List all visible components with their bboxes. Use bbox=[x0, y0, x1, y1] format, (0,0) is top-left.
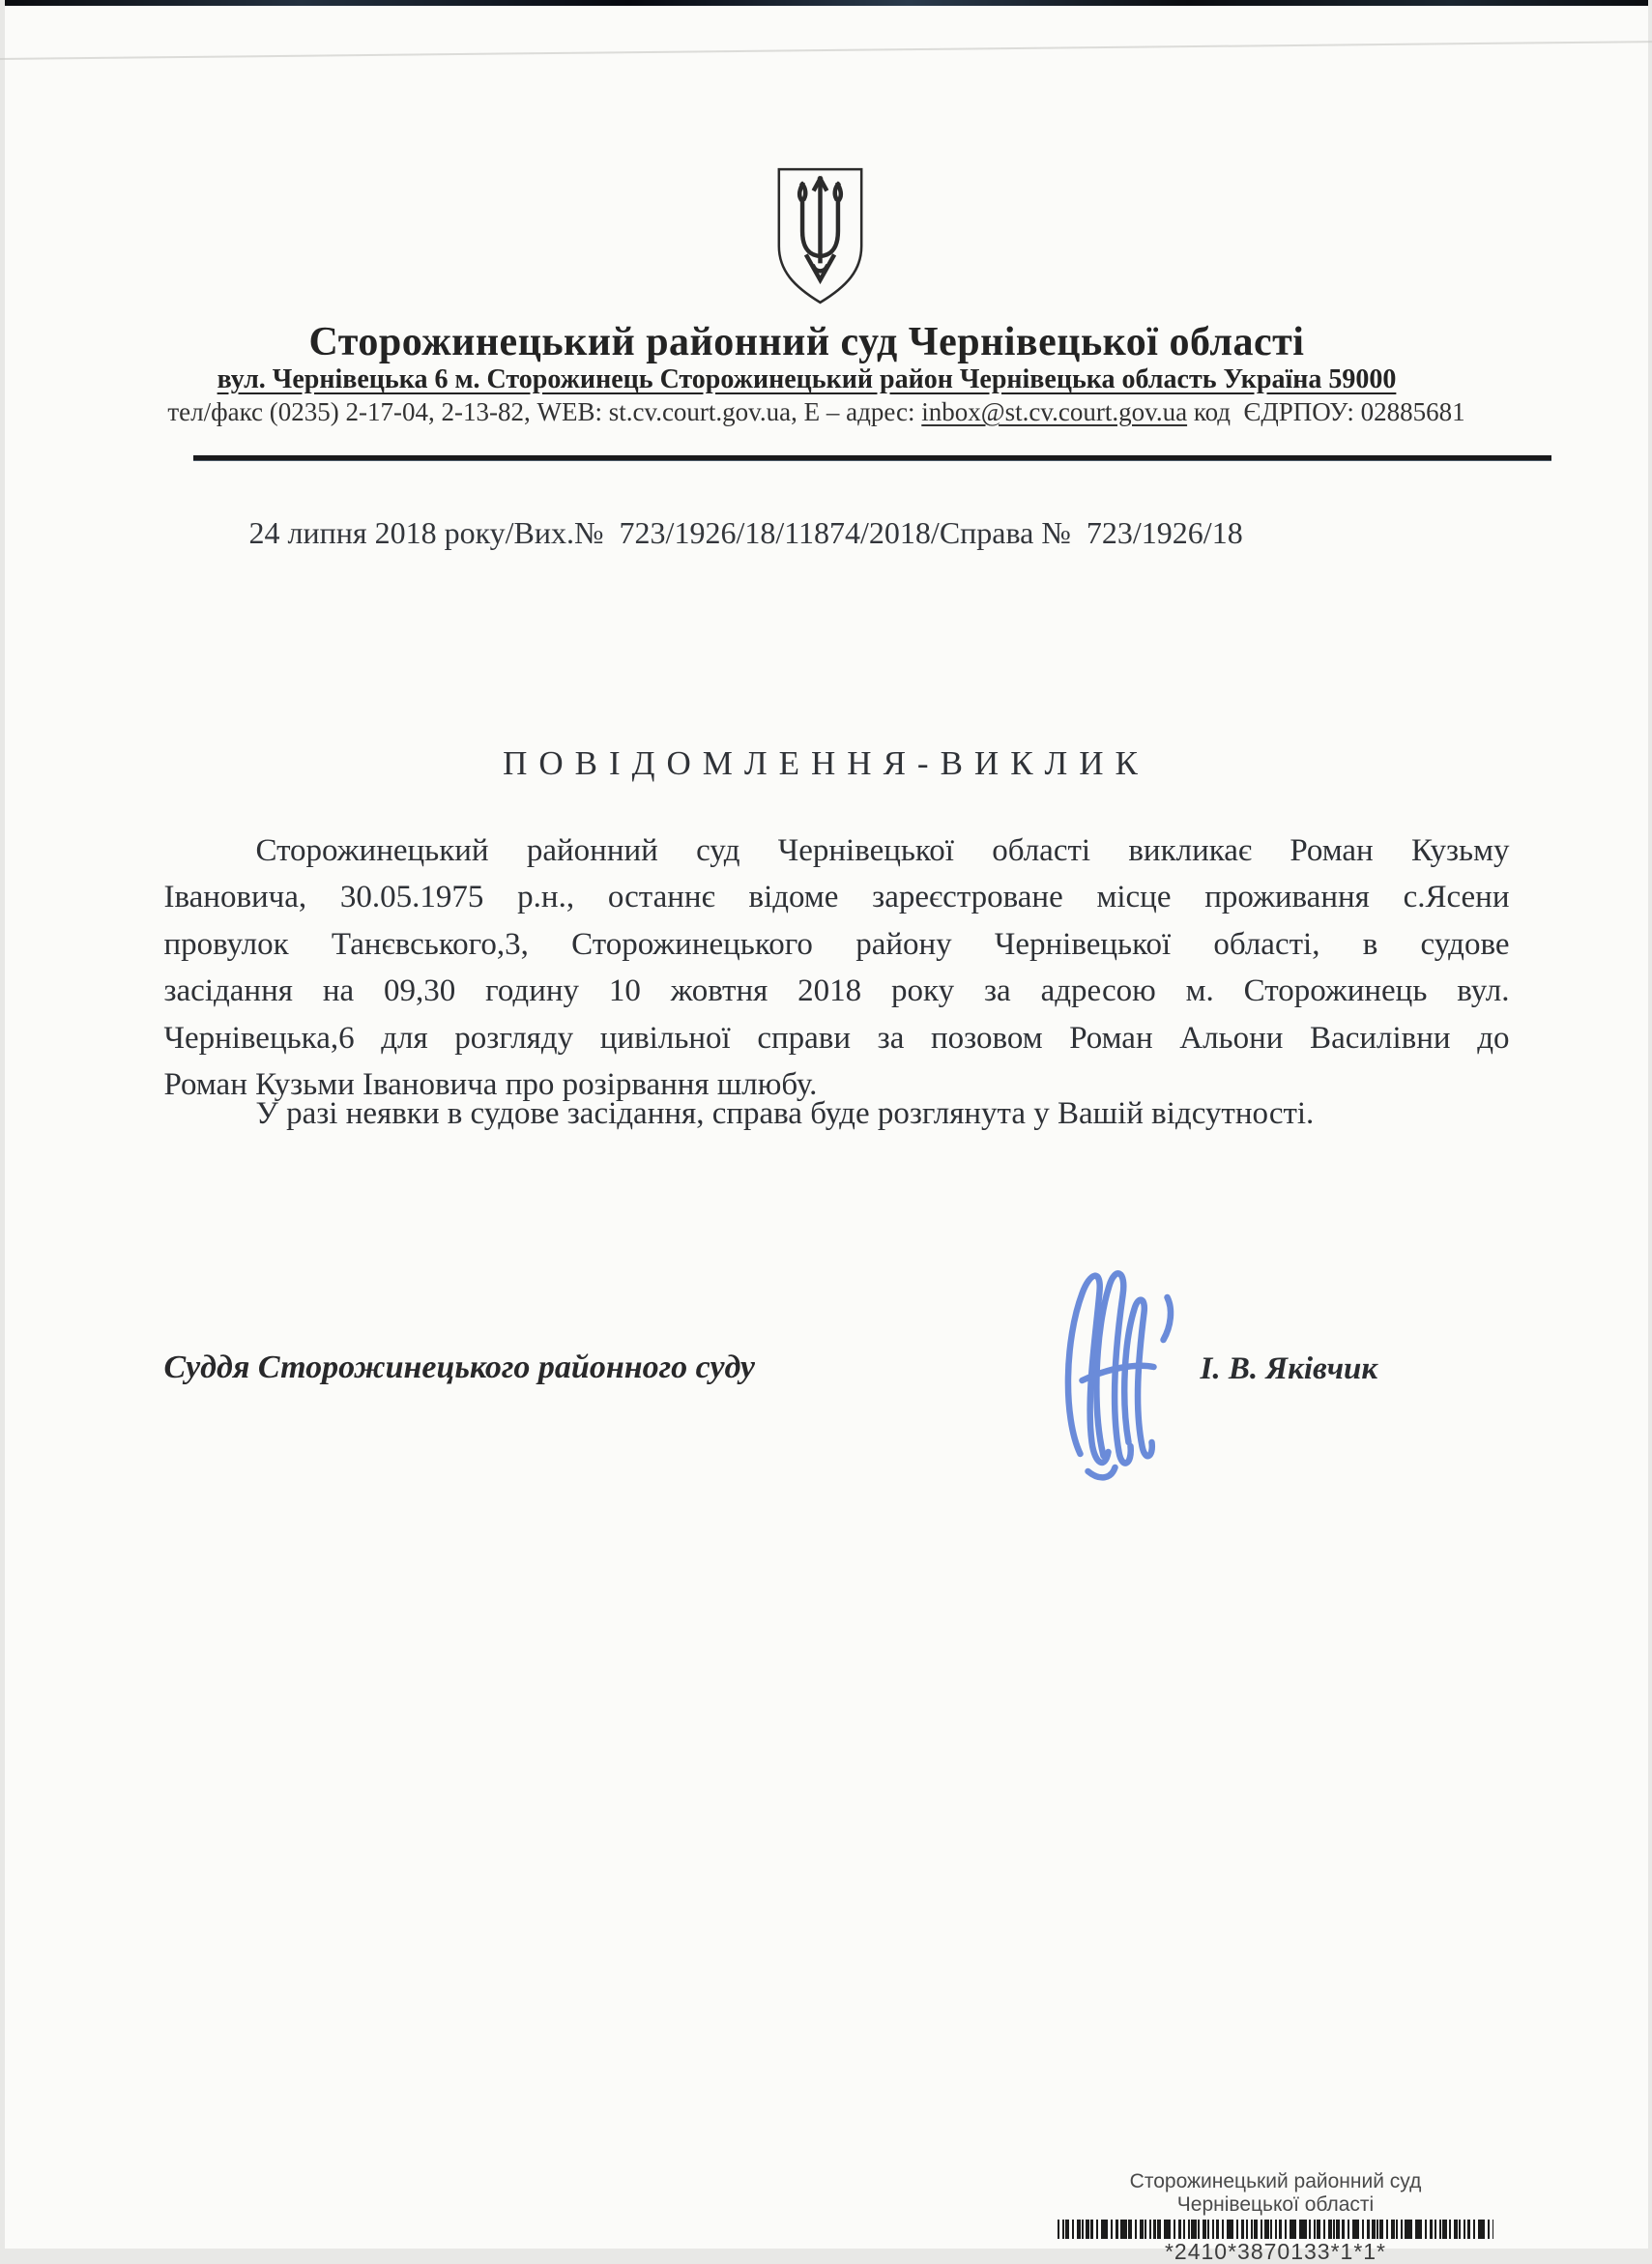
scan-fold-line-artifact bbox=[0, 41, 1652, 60]
signature-ink bbox=[1067, 1273, 1170, 1477]
summons-paragraph bbox=[164, 827, 1510, 1108]
letterhead-divider-rule bbox=[193, 455, 1551, 460]
reference-number-line: 24 липня 2018 року/Вих.№ 723/1926/18/11874/2018/Справа № 723/1926/18 bbox=[248, 515, 1243, 550]
summons-line: провулок Танєвського,3, Сторожинецького району Чернівецької області, в судове bbox=[163, 926, 1510, 962]
scanner-edge-artifact bbox=[5, 0, 1648, 6]
contact-suffix: код ЄДРПОУ: 02885681 bbox=[1187, 397, 1465, 426]
ukraine-trident-emblem-icon bbox=[773, 162, 867, 309]
judge-role-label: Суддя Сторожинецького районного суду bbox=[163, 1350, 755, 1385]
footer-barcode-block bbox=[983, 2170, 1569, 2263]
court-address-line: вул. Чернівецька 6 м. Сторожинець Сторожинецький район Чернівецька область Україна 59000 bbox=[217, 364, 1397, 394]
judge-signature-scribble bbox=[1051, 1253, 1186, 1485]
scanned-court-document-page bbox=[5, 0, 1648, 2264]
contact-prefix: тел/факс (0235) 2-17-04, 2-13-82, WEB: st.cv.court.gov.ua, Е – адрес: bbox=[167, 397, 922, 426]
summons-line: Івановича, 30.05.1975 р.н., останнє відоме зареєстроване місце проживання с.Ясени bbox=[163, 880, 1510, 915]
document-title: ПОВІДОМЛЕННЯ-ВИКЛИК bbox=[503, 744, 1149, 782]
absence-warning-paragraph: У разі неявки в судове засідання, справа буде розглянута у Вашій відсутності. bbox=[255, 1096, 1315, 1131]
summons-line: Чернівецька,6 для розгляду цивільної справи за позовом Роман Альони Василівни до bbox=[163, 1020, 1510, 1056]
court-name-heading: Сторожинецький районний суд Чернівецької області bbox=[308, 320, 1305, 364]
court-email-address: inbox@st.cv.court.gov.ua bbox=[921, 397, 1188, 426]
summons-line: Роман Кузьми Івановича про розірвання шлюбу. bbox=[163, 1067, 818, 1103]
footer-court-name-line1: Сторожинецький районний суд bbox=[1129, 2170, 1422, 2192]
judge-name: І. В. Яківчик bbox=[1200, 1351, 1378, 1386]
document-barcode bbox=[1058, 2220, 1493, 2239]
barcode-number: *2410*3870133*1*1* bbox=[1164, 2239, 1387, 2264]
summons-line: засідання на 09,30 годину 10 жовтня 2018 року за адресою м. Сторожинець вул. bbox=[163, 973, 1510, 1009]
court-contact-line bbox=[5, 397, 1629, 427]
summons-line: Сторожинецький районний суд Чернівецької області викликає Роман Кузьму bbox=[255, 833, 1510, 868]
footer-court-name-line2: Чернівецької області bbox=[1176, 2193, 1375, 2216]
